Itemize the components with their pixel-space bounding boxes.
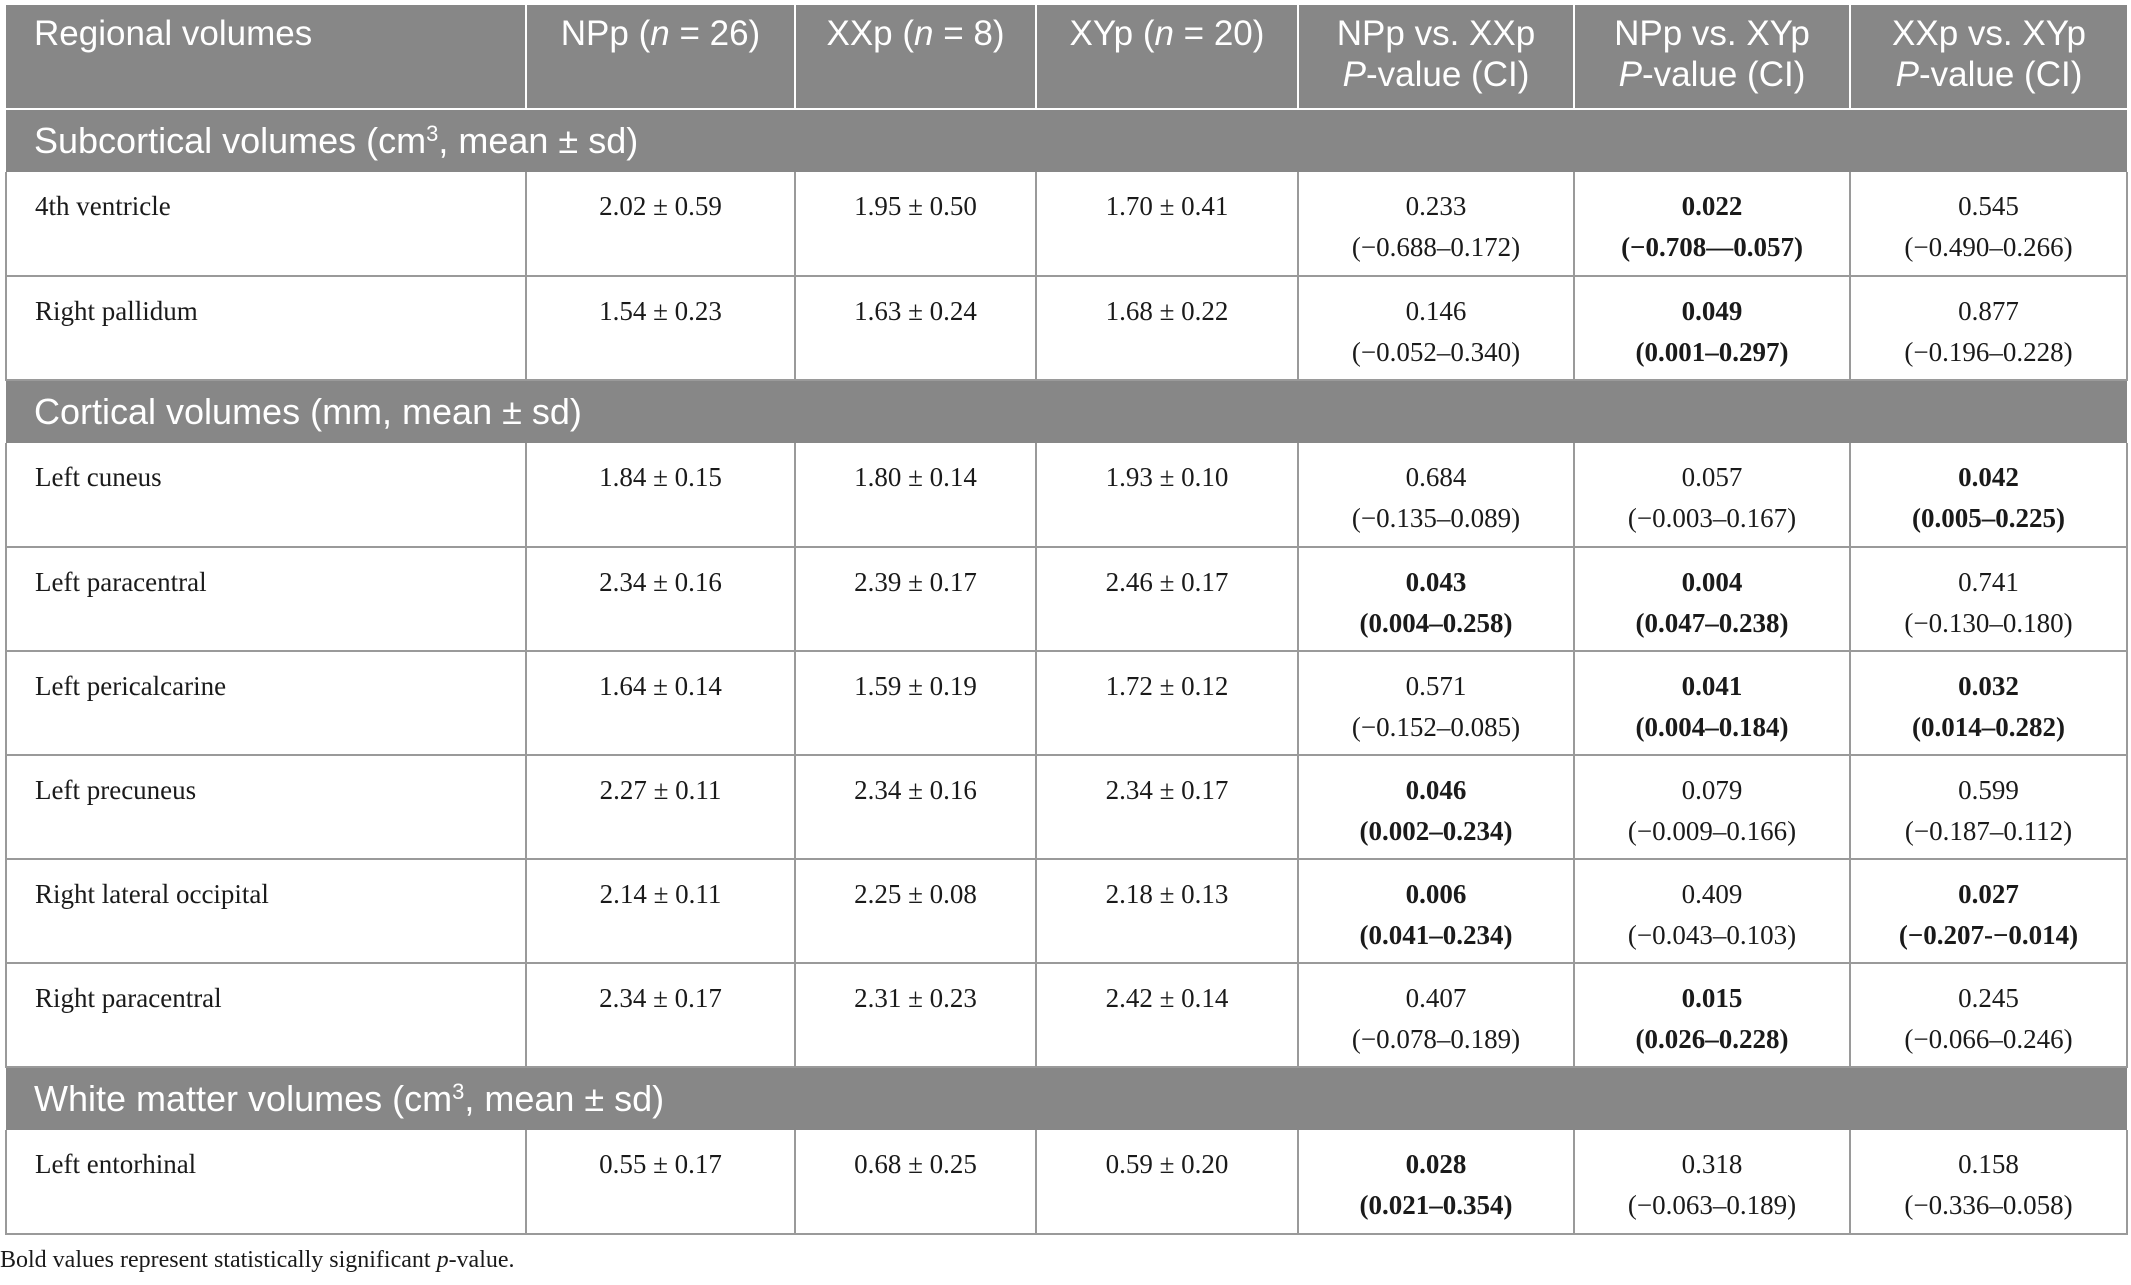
confidence-interval: (−0.708—0.057) [1621,232,1803,262]
npp-vs-xyp-cell [1574,276,1850,380]
xxp-value-cell: 1.59 ± 0.19 [795,651,1036,755]
p-value: 0.004 [1681,567,1743,597]
section-header-row [6,380,2127,443]
section-title-text: Subcortical volumes (cm [34,120,427,161]
xxp-vs-xyp-cell [1850,859,2127,963]
xyp-value-cell: 1.68 ± 0.22 [1036,276,1298,380]
xyp-value-cell: 2.34 ± 0.17 [1036,755,1298,859]
section-header-row [6,109,2127,172]
section-title-superscript: 3 [452,1079,465,1104]
xxp-value-cell: 2.34 ± 0.16 [795,755,1036,859]
npp-vs-xxp-cell [1298,963,1574,1067]
region-cell: Left paracentral [6,547,526,651]
confidence-interval: (−0.043–0.103) [1627,920,1797,950]
region-cell: Left cuneus [6,443,526,547]
table-footnote: Bold values represent statistically significant p-value. [0,1247,515,1273]
section-title [6,1067,2127,1130]
npp-value-cell: 1.64 ± 0.14 [526,651,795,755]
section-title [6,380,2127,443]
p-value: 0.049 [1681,296,1743,326]
section-title-suffix: , mean ± sd) [438,120,639,161]
regional-volumes-table [5,5,2128,1235]
header-npp-vs-xyp: NPp vs. XYp P-value (CI) [1574,5,1850,109]
header-npp: NPp (n = 26) [526,5,795,109]
npp-value-cell: 1.84 ± 0.15 [526,443,795,547]
header-regional-volumes: Regional volumes [6,5,526,109]
p-value: 0.028 [1405,1149,1467,1179]
npp-vs-xyp-cell [1574,755,1850,859]
confidence-interval: (−0.196–0.228) [1904,337,2073,367]
xyp-value-cell: 2.18 ± 0.13 [1036,859,1298,963]
xyp-value-cell: 0.59 ± 0.20 [1036,1130,1298,1234]
table-row [6,859,2127,963]
confidence-interval: (−0.078–0.189) [1351,1024,1521,1054]
confidence-interval: (−0.063–0.189) [1627,1190,1797,1220]
section-header-row [6,1067,2127,1130]
npp-value-cell: 1.54 ± 0.23 [526,276,795,380]
header-row [6,5,2127,109]
xyp-value-cell: 1.72 ± 0.12 [1036,651,1298,755]
confidence-interval: (0.047–0.238) [1635,608,1789,638]
p-value: 0.599 [1958,775,2019,805]
p-value: 0.158 [1958,1149,2019,1179]
region-cell: Left entorhinal [6,1130,526,1234]
confidence-interval: (−0.187–0.112) [1904,816,2073,846]
npp-vs-xyp-cell [1574,547,1850,651]
npp-vs-xxp-cell [1298,172,1574,276]
xxp-value-cell: 2.31 ± 0.23 [795,963,1036,1067]
confidence-interval: (−0.130–0.180) [1904,608,2073,638]
xxp-value-cell: 1.63 ± 0.24 [795,276,1036,380]
xyp-value-cell: 2.42 ± 0.14 [1036,963,1298,1067]
npp-vs-xyp-cell [1574,651,1850,755]
xxp-value-cell: 2.25 ± 0.08 [795,859,1036,963]
npp-vs-xxp-cell [1298,1130,1574,1234]
npp-value-cell: 0.55 ± 0.17 [526,1130,795,1234]
xxp-vs-xyp-cell [1850,755,2127,859]
npp-value-cell: 2.27 ± 0.11 [526,755,795,859]
section-title [6,109,2127,172]
xxp-vs-xyp-cell [1850,276,2127,380]
header-xxp: XXp (n = 8) [795,5,1036,109]
table-row [6,547,2127,651]
confidence-interval: (0.014–0.282) [1912,712,2065,742]
confidence-interval: (−0.052–0.340) [1351,337,1521,367]
table-row [6,443,2127,547]
npp-value-cell: 2.34 ± 0.17 [526,963,795,1067]
confidence-interval: (0.005–0.225) [1912,503,2065,533]
p-value: 0.146 [1405,296,1467,326]
npp-vs-xyp-cell [1574,1130,1850,1234]
p-value: 0.027 [1958,879,2019,909]
header-xxp-vs-xyp: XXp vs. XYp P-value (CI) [1850,5,2127,109]
p-value: 0.407 [1405,983,1467,1013]
p-value: 0.022 [1681,191,1743,221]
confidence-interval: (−0.066–0.246) [1904,1024,2073,1054]
confidence-interval: (0.002–0.234) [1359,816,1513,846]
xxp-vs-xyp-cell [1850,172,2127,276]
p-value: 0.877 [1958,296,2019,326]
xyp-value-cell: 1.93 ± 0.10 [1036,443,1298,547]
xxp-vs-xyp-cell [1850,651,2127,755]
p-value: 0.043 [1405,567,1467,597]
table-row [6,172,2127,276]
confidence-interval: (−0.003–0.167) [1627,503,1797,533]
p-value: 0.057 [1681,462,1743,492]
npp-vs-xyp-cell [1574,963,1850,1067]
xxp-value-cell: 1.95 ± 0.50 [795,172,1036,276]
p-value: 0.041 [1681,671,1743,701]
xxp-vs-xyp-cell [1850,547,2127,651]
confidence-interval: (0.001–0.297) [1635,337,1789,367]
npp-vs-xxp-cell [1298,651,1574,755]
npp-value-cell: 2.14 ± 0.11 [526,859,795,963]
table-body [6,109,2127,1234]
region-cell: Left precuneus [6,755,526,859]
confidence-interval: (−0.009–0.166) [1627,816,1797,846]
table-row [6,963,2127,1067]
xxp-vs-xyp-cell [1850,963,2127,1067]
p-value: 0.046 [1405,775,1467,805]
table-row [6,755,2127,859]
confidence-interval: (−0.490–0.266) [1904,232,2073,262]
header-npp-vs-xxp: NPp vs. XXp P-value (CI) [1298,5,1574,109]
confidence-interval: (0.021–0.354) [1359,1190,1513,1220]
confidence-interval: (0.026–0.228) [1635,1024,1789,1054]
xxp-value-cell: 0.68 ± 0.25 [795,1130,1036,1234]
confidence-interval: (0.041–0.234) [1359,920,1513,950]
confidence-interval: (−0.688–0.172) [1351,232,1521,262]
xxp-vs-xyp-cell [1850,443,2127,547]
npp-value-cell: 2.34 ± 0.16 [526,547,795,651]
p-value: 0.032 [1958,671,2019,701]
p-value: 0.079 [1681,775,1743,805]
section-title-suffix: , mean ± sd) [464,1078,665,1119]
p-value: 0.245 [1958,983,2019,1013]
confidence-interval: (−0.207-−0.014) [1898,920,2079,950]
xxp-value-cell: 1.80 ± 0.14 [795,443,1036,547]
section-title-text: Cortical volumes (mm, mean ± sd) [34,391,582,432]
p-value: 0.042 [1958,462,2019,492]
p-value: 0.318 [1681,1149,1743,1179]
xxp-vs-xyp-cell [1850,1130,2127,1234]
npp-vs-xxp-cell [1298,443,1574,547]
region-cell: Right paracentral [6,963,526,1067]
table-row [6,1130,2127,1234]
confidence-interval: (−0.336–0.058) [1904,1190,2073,1220]
npp-value-cell: 2.02 ± 0.59 [526,172,795,276]
confidence-interval: (0.004–0.184) [1635,712,1789,742]
confidence-interval: (−0.135–0.089) [1351,503,1521,533]
table-header [6,5,2127,109]
section-title-text: White matter volumes (cm [34,1078,453,1119]
region-cell: 4th ventricle [6,172,526,276]
table-row [6,276,2127,380]
npp-vs-xyp-cell [1574,859,1850,963]
p-value: 0.015 [1681,983,1743,1013]
xyp-value-cell: 2.46 ± 0.17 [1036,547,1298,651]
region-cell: Left pericalcarine [6,651,526,755]
p-value: 0.571 [1405,671,1467,701]
p-value: 0.233 [1405,191,1467,221]
confidence-interval: (−0.152–0.085) [1351,712,1521,742]
npp-vs-xxp-cell [1298,547,1574,651]
xyp-value-cell: 1.70 ± 0.41 [1036,172,1298,276]
p-value: 0.409 [1681,879,1743,909]
table-row [6,651,2127,755]
p-value: 0.006 [1405,879,1467,909]
region-cell: Right pallidum [6,276,526,380]
section-title-superscript: 3 [426,121,439,146]
xxp-value-cell: 2.39 ± 0.17 [795,547,1036,651]
region-cell: Right lateral occipital [6,859,526,963]
results-table-container [5,5,2126,1235]
npp-vs-xxp-cell [1298,859,1574,963]
confidence-interval: (0.004–0.258) [1359,608,1513,638]
p-value: 0.545 [1958,191,2019,221]
p-value: 0.741 [1958,567,2019,597]
npp-vs-xxp-cell [1298,755,1574,859]
p-value: 0.684 [1405,462,1467,492]
npp-vs-xyp-cell [1574,443,1850,547]
npp-vs-xxp-cell [1298,276,1574,380]
npp-vs-xyp-cell [1574,172,1850,276]
header-xyp: XYp (n = 20) [1036,5,1298,109]
